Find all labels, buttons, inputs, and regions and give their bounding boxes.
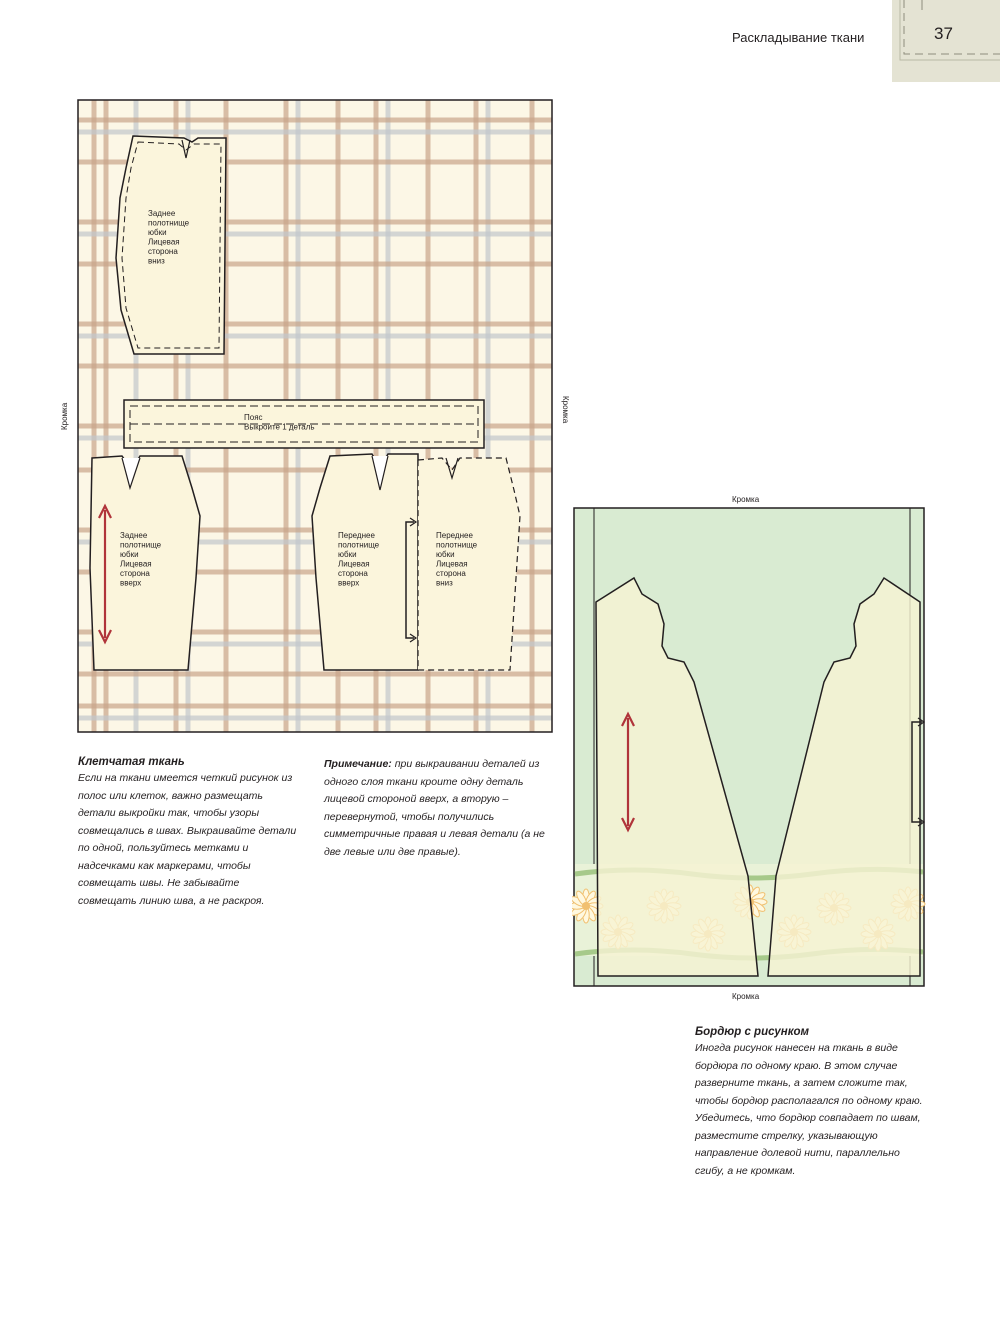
plaid-caption (78, 756, 300, 910)
note-label: Примечание: (324, 758, 392, 770)
selvage-label-left: Кромка (60, 402, 69, 430)
note-text: при выкраивании деталей из одного слоя ткани кроите одну деталь лицевой стороной вверх, а вторую – перевернутой, чтобы получились симметричные правая и левая детали (а не две левые или две правые). (324, 758, 545, 858)
front-panel-down-label: Переднее полотнище юбки Лицевая сторона вниз (436, 531, 478, 588)
note-caption (324, 756, 546, 861)
selvage-label-top: Кромка (732, 495, 760, 504)
border-print-figure (572, 506, 928, 990)
plaid-layout-figure (76, 98, 554, 734)
plaid-caption-title: Клетчатая ткань (78, 756, 185, 768)
border-caption (695, 1026, 923, 1180)
front-panel-up-label: Переднее полотнище юбки Лицевая сторона вверх (338, 531, 380, 588)
front-panel-down-piece (418, 458, 520, 670)
section-title: Раскладывание ткани (732, 30, 865, 45)
selvage-label-right: Кромка (561, 396, 570, 424)
back-panel-top-label: Заднее полотнище юбки Лицевая сторона вниз (148, 209, 190, 266)
plaid-caption-text: Если на ткани имеется четкий рисунок из полос или клеток, важно размещать детали выкройки так, чтобы узоры совмещались в швах. Выкраивайте детали по одной, пользуйтесь метками и надсечками как маркерами, чтобы совмещать швы. Не забывайте совмещать линию шва, а не раскроя. (78, 772, 297, 907)
selvage-label-bottom: Кромка (732, 992, 760, 1001)
border-caption-text: Иногда рисунок нанесен на ткань в виде бордюра по одному краю. В этом случае разверните ткань, а затем сложите так, чтобы бордюр располагался по одному краю. Убедитесь, что бордюр совпадает по швам, разместите стрелку, указывающую направление долевой нити, параллельно сгибу, а не кромкам. (695, 1042, 923, 1177)
border-caption-title: Бордюр с рисунком (695, 1026, 810, 1038)
back-panel-bottom-label: Заднее полотнище юбки Лицевая сторона вверх (120, 531, 162, 588)
waistband-label: Пояс Выкроите 1 деталь (244, 413, 315, 432)
page-number: 37 (934, 24, 953, 43)
